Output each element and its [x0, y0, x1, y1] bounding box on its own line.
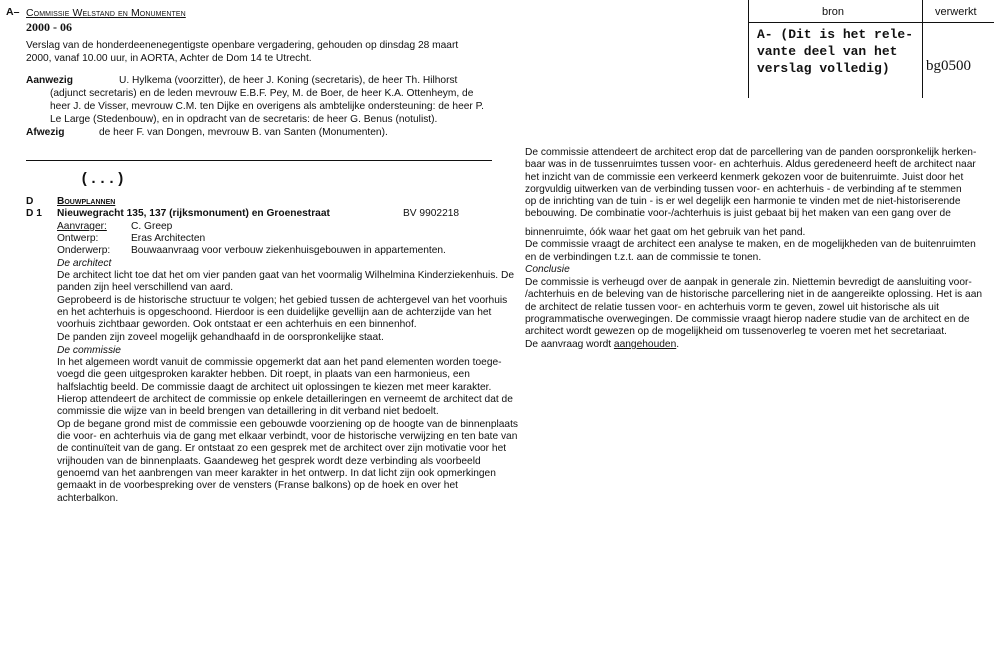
right-para-line: op de inrichting van de tuin - is er wel degelijk een harmonie te vinden met de niet-historiserende: [525, 196, 961, 207]
decision-suffix: .: [676, 339, 680, 350]
commissie-line: gemaakt in de voorbespreking over de vensters (Franse balkons) op de hoek en over het: [57, 480, 458, 491]
field-value: Bouwaanvraag voor verbouw ziekenhuisgebouwen in appartementen.: [131, 245, 446, 256]
field-label: Onderwerp:: [57, 245, 111, 256]
organisation-name: Commissie Welstand en Monumenten: [26, 7, 186, 19]
commissie-line: achterbalkon.: [57, 493, 119, 504]
field-value: C. Greep: [131, 221, 173, 232]
commissie-line: voegd die geen uitgesproken karakter hebben. Dit roept, in plaats van een harmonieus, een: [57, 369, 470, 380]
right-para-line: binnenruimte, óók waar het gaat om het gebruik van het pand.: [525, 227, 806, 238]
source-note-line: verslag volledig): [757, 61, 890, 76]
field-label: Aanvrager:: [57, 221, 107, 232]
right-para-line: het inzicht van de commissie een verkeerd kenmerk gekozen voor de buitenruimte. Juist door het: [525, 172, 964, 183]
processed-code: bg0500: [926, 58, 971, 74]
architect-heading: De architect: [57, 258, 112, 269]
right-para-line: en de verbindingen t.z.t. aan de commissie te tonen.: [525, 252, 762, 263]
architect-line: panden zijn heel verschillend van aard.: [57, 282, 234, 293]
architect-line: De architect licht toe dat het om vier panden gaat van het voormalig Wilhelmina Kinderziekenhuis. De: [57, 270, 514, 281]
commissie-line: genoemd van het aanbrengen van meer karakter in het ontwerp. In dat licht zijn ook opmerkingen: [57, 468, 496, 479]
architect-line: Geprobeerd is de historische structuur te volgen; het gebied tussen de achtergevel van het voorhuis: [57, 295, 508, 306]
commissie-line: Op de begane grond mist de commissie een gebouwde voorziening op de hoogte van de binnenplaats: [57, 419, 519, 430]
document-year: 2000 - 06: [26, 20, 72, 34]
present-line: (adjunct secretaris) en de leden mevrouw E.B.F. Pey, M. de Boer, de heer K.A. Ottenheym, de: [50, 88, 474, 99]
right-para-line: zorgvuldig uitwerken van de verbinding tussen voor- en achterhuis - de verbinding af te stemmen: [525, 184, 962, 195]
present-line: heer J. de Visser, mevrouw C.M. ten Dijke en overigens als ambtelijke ondersteuning: de heer P.: [50, 101, 484, 112]
present-line: Le Large (Stedenbouw), en in opdracht van de secretaris: de heer G. Benus (notulist).: [50, 114, 438, 125]
intro-line: Verslag van de honderdeenenegentigste openbare vergadering, gehouden op dinsdag 28 maart: [26, 40, 459, 51]
conclusie-line: De commissie is verheugd over de aanpak in generale zin. Niettemin bevredigt de aansluiting voor-: [525, 277, 972, 288]
section-title: Bouwplannen: [57, 196, 116, 207]
present-line: U. Hylkema (voorzitter), de heer J. Koning (secretaris), de heer Th. Hilhorst: [119, 75, 458, 86]
commissie-line: halfslachtig beeld. De commissie daagt de architect uit oplossingen te kiezen met meer karakter.: [57, 382, 492, 393]
present-label: Aanwezig: [26, 75, 73, 86]
source-note-line: vante deel van het: [757, 44, 898, 59]
absent-text: de heer F. van Dongen, mevrouw B. van Santen (Monumenten).: [99, 127, 388, 138]
commissie-line: die voor- en achterhuis via de gang met elkaar verbindt, voor de historische verwijzing en ten bate van: [57, 431, 518, 442]
conclusie-line: de architect de relatie tussen voor- en achterhuis vorm te geven, zowel uit historische als uit: [525, 302, 939, 313]
section-divider: [26, 160, 492, 161]
box-column-divider: [922, 0, 923, 98]
conclusie-heading: Conclusie: [525, 264, 570, 275]
absent-label: Afwezig: [26, 127, 65, 138]
header-prefix: A–: [6, 6, 20, 18]
conclusie-line: architect wordt gewezen op de mogelijkheid om tussenoverleg te voeren met het secretariaat.: [525, 326, 947, 337]
box-header-rule: [748, 22, 994, 23]
commissie-line: commissie die wijze van in beeld brengen van detaillering in dit verband niet bedoelt.: [57, 406, 439, 417]
decision-line: [525, 339, 679, 351]
commissie-heading: De commissie: [57, 345, 121, 356]
architect-line: De panden zijn zoveel mogelijk gehandhaafd in de oorspronkelijke staat.: [57, 332, 384, 343]
architect-line: en het achterhuis is opgeschoond. Hierdoor is een duidelijke gevellijn aan de achterzijde van het: [57, 307, 492, 318]
section-letter: D: [26, 196, 34, 207]
item-title: Nieuwegracht 135, 137 (rijksmonument) en Groenestraat: [57, 208, 330, 219]
source-column-header: bron: [822, 6, 845, 18]
architect-line: voorhuis zichtbaar geworden. Ook ontstaat er een achterhuis en een binnenhof.: [57, 319, 417, 330]
conclusie-line: programmatische overwegingen. De commissie vraagt hierop nadere studie van de architect en de: [525, 314, 970, 325]
omission-marker: (...): [80, 171, 126, 188]
commissie-line: Hierop attendeert de architect de commissie op enkele detailleringen en verneemt de architect dat de: [57, 394, 513, 405]
right-para-line: bebouwing. De combinatie voor-/achterhuis is juist gebaat bij het maken van een gang over de: [525, 208, 951, 219]
right-para-line: De commissie vraagt de architect een analyse te maken, en de mogelijkheden van de buitenruimten: [525, 239, 976, 250]
source-note-line: A- (Dit is het rele-: [757, 27, 914, 42]
decision-prefix: De aanvraag wordt: [525, 339, 614, 350]
item-number: D 1: [26, 208, 42, 219]
commissie-line: vrijhouden van de binnenplaats. Gaandeweg het gesprek wordt deze verbinding als voorbeeld: [57, 456, 481, 467]
right-para-line: De commissie attendeert de architect erop dat de parcellering van de panden oorspronkelijk herken-: [525, 147, 977, 158]
commissie-line: de continuïteit van de gang. Er ontstaat zo een gesprek met de architect over zijn motivatie voor het: [57, 443, 507, 454]
processed-column-header: verwerkt: [935, 6, 977, 18]
bv-number: BV 9902218: [403, 208, 460, 219]
conclusie-line: /achterhuis en de beleving van de historische parcellering niet in de aangereikte oplossing. Het is aan: [525, 289, 983, 300]
decision-status: aangehouden: [613, 339, 677, 350]
intro-line: 2000, vanaf 10.00 uur, in AORTA, Achter de Dom 14 te Utrecht.: [26, 53, 312, 64]
field-value: Eras Architecten: [131, 233, 206, 244]
box-left-border: [748, 0, 749, 98]
commissie-line: In het algemeen wordt vanuit de commissie opgemerkt dat aan het pand elementen worden toege-: [57, 357, 502, 368]
field-label: Ontwerp:: [57, 233, 99, 244]
right-para-line: baar was in de tussenruimtes tussen voor- en achterhuis. Aldus geredeneerd heeft de architect naar: [525, 159, 976, 170]
